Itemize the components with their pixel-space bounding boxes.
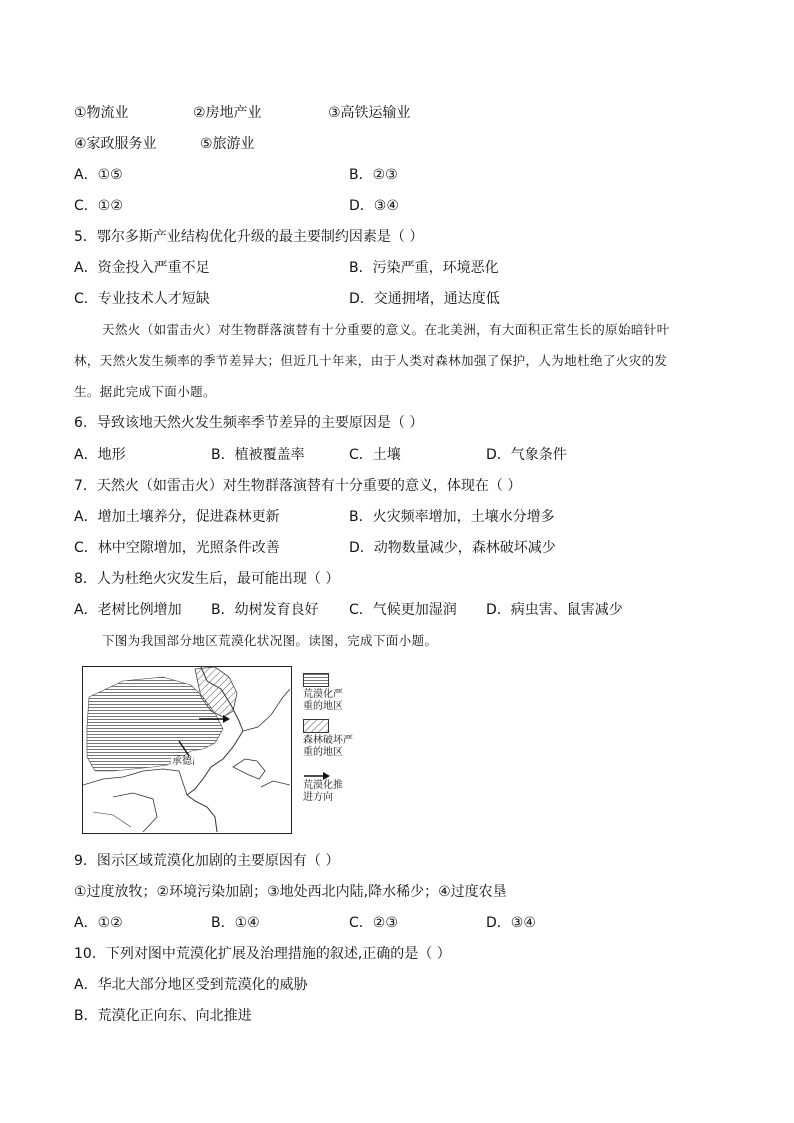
q7-stem: 7．天然火（如雷击火）对生物群落演替有十分重要的意义，体现在（ ） [74, 478, 522, 494]
passage1-line3: 生。据此完成下面小题。 [74, 384, 216, 399]
legend-forest-label-2: 重的地区 [303, 747, 343, 758]
q5-choice-a: A．资金投入严重不足 [74, 260, 210, 276]
city-label: 承德 [172, 756, 192, 767]
q4-choice-a: A．①⑤ [74, 167, 123, 183]
q9-choice-d: D．③④ [486, 915, 536, 931]
q6-choice-d: D．气象条件 [486, 447, 567, 463]
q9-choice-c: C．②③ [349, 915, 398, 931]
q6-choice-c: C．土壤 [349, 447, 401, 463]
legend-desert-label-2: 重的地区 [303, 701, 343, 712]
legend-arrow-label-2: 进方向 [303, 792, 333, 803]
q8-stem: 8．人为杜绝火灾发生后，最可能出现（ ） [74, 571, 340, 587]
q6-choice-a: A．地形 [74, 447, 126, 463]
q9-choice-a: A．①② [74, 915, 123, 931]
q4-option-2: ②房地产业 [193, 105, 262, 121]
q7-choice-d: D．动物数量减少，森林破坏减少 [349, 540, 556, 556]
q5-stem: 5．鄂尔多斯产业结构优化升级的最主要制约因素是（ ） [74, 229, 424, 245]
legend-arrow-label-1: 荒漠化推 [303, 780, 343, 791]
q10-choice-b: B．荒漠化正向东、向北推进 [74, 1008, 252, 1024]
passage1-line1: 天然火（如雷击火）对生物群落演替有十分重要的意义。在北美洲，有大面积正常生长的原始暗针叶 [102, 322, 670, 337]
map-drawing [83, 667, 290, 832]
q7-choice-c: C．林中空隙增加，光照条件改善 [74, 540, 280, 556]
q4-option-5: ⑤旅游业 [200, 136, 255, 152]
q9-options: ①过度放牧；②环境污染加剧；③地处西北内陆,降水稀少；④过度农垦 [74, 884, 507, 900]
q8-choice-a: A．老树比例增加 [74, 602, 182, 618]
q8-choice-c: C．气候更加湿润 [349, 602, 457, 618]
q4-option-1: ①物流业 [74, 105, 129, 121]
q9-choice-b: B．①④ [211, 915, 260, 931]
q8-choice-b: B．幼树发育良好 [211, 602, 319, 618]
q6-choice-b: B．植被覆盖率 [211, 447, 305, 463]
q4-choice-c: C．①② [74, 198, 123, 214]
legend-forest-label-1: 森林破坏严 [303, 735, 353, 746]
q7-choice-a: A．增加土壤养分，促进森林更新 [74, 509, 280, 525]
q4-choice-d: D．③④ [349, 198, 399, 214]
q4-choice-b: B．②③ [349, 167, 398, 183]
q5-choice-b: B．污染严重，环境恶化 [349, 260, 499, 276]
q7-choice-b: B．火灾频率增加，土壤水分增多 [349, 509, 555, 525]
desertification-map [82, 666, 292, 834]
q5-choice-d: D．交通拥堵，通达度低 [349, 291, 500, 307]
legend-desert-label-1: 荒漠化严 [303, 689, 343, 700]
q5-choice-c: C．专业技术人才短缺 [74, 291, 210, 307]
passage2: 下图为我国部分地区荒漠化状况图。读图，完成下面小题。 [102, 633, 438, 648]
passage1-line2: 林，天然火发生频率的季节差异大；但近几十年来，由于人类对森林加强了保护，人为地杜绝了火灾的发 [74, 353, 668, 368]
q10-stem: 10．下列对图中荒漠化扩展及治理措施的叙述,正确的是（ ） [74, 946, 451, 962]
q9-stem: 9．图示区域荒漠化加剧的主要原因有（ ） [74, 853, 340, 869]
q8-choice-d: D．病虫害、鼠害减少 [486, 602, 623, 618]
q4-option-3: ③高铁运输业 [328, 105, 411, 121]
q4-option-4: ④家政服务业 [74, 136, 157, 152]
q6-stem: 6．导致该地天然火发生频率季节差异的主要原因是（ ） [74, 415, 424, 431]
q10-choice-a: A．华北大部分地区受到荒漠化的威胁 [74, 977, 308, 993]
